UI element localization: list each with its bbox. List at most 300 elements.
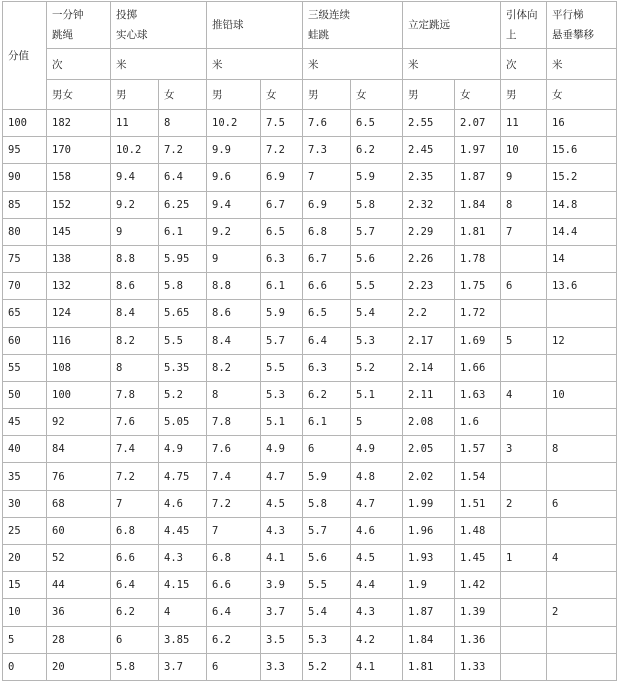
table-cell: 7.8 — [111, 381, 159, 408]
table-cell: 4.2 — [351, 626, 403, 653]
table-cell: 6.6 — [303, 273, 351, 300]
table-cell: 36 — [47, 599, 111, 626]
table-cell: 2 — [547, 599, 617, 626]
table-cell: 6.2 — [207, 626, 261, 653]
table-cell: 5.4 — [303, 599, 351, 626]
table-cell: 5.9 — [351, 164, 403, 191]
table-cell: 4.5 — [351, 545, 403, 572]
table-row — [3, 110, 617, 137]
table-cell: 7 — [303, 164, 351, 191]
table-cell: 152 — [47, 191, 111, 218]
table-row — [3, 354, 617, 381]
table-cell: 4.3 — [261, 517, 303, 544]
table-body — [3, 110, 617, 681]
table-cell: 9.4 — [111, 164, 159, 191]
table-cell: 3.9 — [261, 572, 303, 599]
table-cell: 2.2 — [403, 300, 455, 327]
table-cell: 7.8 — [207, 409, 261, 436]
table-cell: 6.6 — [111, 545, 159, 572]
table-cell: 1.93 — [403, 545, 455, 572]
score-cell: 40 — [3, 436, 47, 463]
score-cell: 65 — [3, 300, 47, 327]
table-cell: 4 — [159, 599, 207, 626]
table-cell: 7.2 — [207, 490, 261, 517]
table-cell: 5.1 — [351, 381, 403, 408]
table-cell: 1.72 — [455, 300, 501, 327]
table-cell: 5.2 — [159, 381, 207, 408]
table-cell: 4.6 — [351, 517, 403, 544]
table-cell: 2.07 — [455, 110, 501, 137]
table-row — [3, 164, 617, 191]
table-cell: 3.7 — [261, 599, 303, 626]
table-cell: 7 — [501, 218, 547, 245]
table-cell: 4.45 — [159, 517, 207, 544]
table-cell — [501, 517, 547, 544]
table-cell: 5.8 — [351, 191, 403, 218]
table-cell: 1.96 — [403, 517, 455, 544]
table-cell: 7.2 — [159, 137, 207, 164]
table-cell: 8.8 — [111, 245, 159, 272]
table-cell: 6.8 — [303, 218, 351, 245]
table-cell: 7 — [207, 517, 261, 544]
table-cell: 5.65 — [159, 300, 207, 327]
score-cell: 85 — [3, 191, 47, 218]
table-cell: 4.15 — [159, 572, 207, 599]
table-cell: 4.9 — [351, 436, 403, 463]
table-cell: 6.9 — [261, 164, 303, 191]
table-cell: 6 — [303, 436, 351, 463]
table-cell: 170 — [47, 137, 111, 164]
table-cell: 8 — [159, 110, 207, 137]
table-cell: 20 — [47, 653, 111, 680]
score-cell: 70 — [3, 273, 47, 300]
table-cell: 8.6 — [111, 273, 159, 300]
table-cell: 5.7 — [261, 327, 303, 354]
score-cell: 0 — [3, 653, 47, 680]
table-row — [3, 572, 617, 599]
table-cell — [501, 354, 547, 381]
table-cell: 6.4 — [207, 599, 261, 626]
table-cell: 8.4 — [207, 327, 261, 354]
gender-cell: 男 — [111, 80, 159, 110]
table-cell: 2.17 — [403, 327, 455, 354]
gender-cell: 男女 — [47, 80, 111, 110]
table-cell: 5.05 — [159, 409, 207, 436]
table-cell: 1.69 — [455, 327, 501, 354]
table-cell: 5.4 — [351, 300, 403, 327]
table-cell: 5.1 — [261, 409, 303, 436]
table-cell: 3.85 — [159, 626, 207, 653]
table-cell: 1.81 — [455, 218, 501, 245]
table-cell: 6.1 — [303, 409, 351, 436]
table-cell: 13.6 — [547, 273, 617, 300]
table-cell: 1.84 — [403, 626, 455, 653]
table-cell: 9.4 — [207, 191, 261, 218]
table-cell: 10.2 — [111, 137, 159, 164]
table-cell: 7.6 — [207, 436, 261, 463]
score-cell: 60 — [3, 327, 47, 354]
table-cell: 4 — [547, 545, 617, 572]
table-cell: 7 — [111, 490, 159, 517]
table-cell: 1.97 — [455, 137, 501, 164]
table-cell: 9 — [207, 245, 261, 272]
unit-cell: 米 — [547, 49, 617, 80]
gender-cell: 女 — [351, 80, 403, 110]
table-cell: 5.9 — [303, 463, 351, 490]
table-row — [3, 409, 617, 436]
table-cell: 3.7 — [159, 653, 207, 680]
table-cell: 5.6 — [351, 245, 403, 272]
table-cell: 8 — [207, 381, 261, 408]
unit-cell: 米 — [303, 49, 403, 80]
table-cell: 116 — [47, 327, 111, 354]
table-row — [3, 300, 617, 327]
table-cell: 1.33 — [455, 653, 501, 680]
table-cell: 2.05 — [403, 436, 455, 463]
table-cell: 6.2 — [351, 137, 403, 164]
table-cell: 5.5 — [159, 327, 207, 354]
table-cell: 4.1 — [351, 653, 403, 680]
table-cell: 8.8 — [207, 273, 261, 300]
table-cell — [547, 354, 617, 381]
table-cell: 1.78 — [455, 245, 501, 272]
table-cell: 9.9 — [207, 137, 261, 164]
table-cell: 6 — [111, 626, 159, 653]
table-cell: 6.2 — [111, 599, 159, 626]
event-header-standing-long-jump: 立定跳远 — [403, 2, 501, 49]
score-header: 分值 — [3, 2, 47, 110]
table-cell: 7.3 — [303, 137, 351, 164]
table-cell: 2 — [501, 490, 547, 517]
table-cell: 4.8 — [351, 463, 403, 490]
gender-cell: 男 — [403, 80, 455, 110]
table-cell — [501, 300, 547, 327]
table-cell: 5.5 — [303, 572, 351, 599]
table-cell: 3.3 — [261, 653, 303, 680]
table-cell: 8.2 — [111, 327, 159, 354]
event-header-pull-up: 引体向上 — [501, 2, 547, 49]
table-cell — [547, 409, 617, 436]
table-cell — [547, 626, 617, 653]
table-row — [3, 626, 617, 653]
table-cell: 3 — [501, 436, 547, 463]
table-cell: 6.1 — [261, 273, 303, 300]
table-cell: 6.5 — [261, 218, 303, 245]
table-cell: 108 — [47, 354, 111, 381]
table-row — [3, 545, 617, 572]
table-cell: 60 — [47, 517, 111, 544]
table-cell: 8 — [547, 436, 617, 463]
table-cell: 28 — [47, 626, 111, 653]
table-cell: 1.6 — [455, 409, 501, 436]
table-cell: 15.6 — [547, 137, 617, 164]
header-row-units — [3, 49, 617, 80]
table-cell: 6.4 — [303, 327, 351, 354]
table-cell: 132 — [47, 273, 111, 300]
table-cell: 4.4 — [351, 572, 403, 599]
table-row — [3, 137, 617, 164]
table-cell: 8.6 — [207, 300, 261, 327]
table-cell — [501, 626, 547, 653]
table-cell: 138 — [47, 245, 111, 272]
event-header-shot-put: 推铅球 — [207, 2, 303, 49]
gender-cell: 女 — [547, 80, 617, 110]
table-cell: 124 — [47, 300, 111, 327]
table-cell: 52 — [47, 545, 111, 572]
table-cell: 1.84 — [455, 191, 501, 218]
table-cell: 1.57 — [455, 436, 501, 463]
table-row — [3, 463, 617, 490]
table-cell: 158 — [47, 164, 111, 191]
table-row — [3, 327, 617, 354]
table-cell: 4.1 — [261, 545, 303, 572]
table-cell: 6.4 — [159, 164, 207, 191]
table-cell: 1.81 — [403, 653, 455, 680]
score-cell: 55 — [3, 354, 47, 381]
table-cell: 10.2 — [207, 110, 261, 137]
table-cell: 9.6 — [207, 164, 261, 191]
table-cell: 6.3 — [303, 354, 351, 381]
table-cell: 4.5 — [261, 490, 303, 517]
table-cell: 7.2 — [111, 463, 159, 490]
event-header-ladder-traverse: 平行梯 悬垂攀移 — [547, 2, 617, 49]
table-cell: 14 — [547, 245, 617, 272]
table-cell: 5.9 — [261, 300, 303, 327]
table-cell: 6.6 — [207, 572, 261, 599]
table-cell: 7.4 — [111, 436, 159, 463]
table-cell: 2.35 — [403, 164, 455, 191]
table-cell: 9 — [111, 218, 159, 245]
table-cell: 1.39 — [455, 599, 501, 626]
table-cell: 7.4 — [207, 463, 261, 490]
table-cell: 1.87 — [403, 599, 455, 626]
table-cell: 1.9 — [403, 572, 455, 599]
table-cell: 5.2 — [351, 354, 403, 381]
table-row — [3, 436, 617, 463]
table-cell: 6.8 — [111, 517, 159, 544]
table-cell: 7.2 — [261, 137, 303, 164]
table-cell: 6 — [547, 490, 617, 517]
table-cell: 4.9 — [261, 436, 303, 463]
gender-cell: 男 — [207, 80, 261, 110]
header-row-events — [3, 2, 617, 49]
table-row — [3, 490, 617, 517]
table-cell: 4.3 — [351, 599, 403, 626]
table-cell: 5.2 — [303, 653, 351, 680]
table-cell: 4.3 — [159, 545, 207, 572]
table-cell: 1.63 — [455, 381, 501, 408]
table-cell: 1.48 — [455, 517, 501, 544]
table-cell — [501, 245, 547, 272]
table-cell — [547, 517, 617, 544]
table-cell: 1.99 — [403, 490, 455, 517]
table-cell: 5.5 — [351, 273, 403, 300]
table-cell: 8.2 — [207, 354, 261, 381]
gender-cell: 男 — [501, 80, 547, 110]
table-cell: 2.45 — [403, 137, 455, 164]
table-cell — [547, 653, 617, 680]
table-cell: 7.6 — [111, 409, 159, 436]
table-cell: 12 — [547, 327, 617, 354]
table-cell: 8 — [501, 191, 547, 218]
table-cell: 5.7 — [351, 218, 403, 245]
table-cell: 1.51 — [455, 490, 501, 517]
table-cell: 6.4 — [111, 572, 159, 599]
table-cell: 5 — [501, 327, 547, 354]
unit-cell: 米 — [111, 49, 207, 80]
table-cell — [501, 409, 547, 436]
table-cell: 2.11 — [403, 381, 455, 408]
table-cell: 5.8 — [111, 653, 159, 680]
score-cell: 5 — [3, 626, 47, 653]
fitness-score-table — [2, 1, 617, 681]
table-cell: 7.5 — [261, 110, 303, 137]
table-cell: 5.5 — [261, 354, 303, 381]
table-cell: 2.23 — [403, 273, 455, 300]
unit-cell: 次 — [501, 49, 547, 80]
table-cell: 6 — [501, 273, 547, 300]
table-cell: 1.54 — [455, 463, 501, 490]
table-cell: 9 — [501, 164, 547, 191]
gender-cell: 女 — [159, 80, 207, 110]
table-cell: 44 — [47, 572, 111, 599]
table-cell: 2.32 — [403, 191, 455, 218]
table-cell: 14.8 — [547, 191, 617, 218]
table-cell: 1.45 — [455, 545, 501, 572]
table-cell: 3.5 — [261, 626, 303, 653]
table-cell: 5.8 — [303, 490, 351, 517]
table-cell — [501, 599, 547, 626]
table-cell — [501, 653, 547, 680]
table-cell: 1.66 — [455, 354, 501, 381]
score-cell: 95 — [3, 137, 47, 164]
table-cell: 14.4 — [547, 218, 617, 245]
unit-cell: 米 — [403, 49, 501, 80]
table-cell: 2.08 — [403, 409, 455, 436]
table-cell: 68 — [47, 490, 111, 517]
gender-cell: 女 — [261, 80, 303, 110]
event-header-triple-frog-jump: 三级连续 蛙跳 — [303, 2, 403, 49]
score-cell: 90 — [3, 164, 47, 191]
table-cell: 5.8 — [159, 273, 207, 300]
table-cell: 8.4 — [111, 300, 159, 327]
table-cell: 4 — [501, 381, 547, 408]
table-cell: 1.42 — [455, 572, 501, 599]
table-cell: 5.3 — [303, 626, 351, 653]
table-cell — [501, 572, 547, 599]
table-cell: 4.7 — [351, 490, 403, 517]
table-cell: 6.8 — [207, 545, 261, 572]
table-cell: 2.29 — [403, 218, 455, 245]
score-cell: 100 — [3, 110, 47, 137]
table-cell: 8 — [111, 354, 159, 381]
table-cell: 1.36 — [455, 626, 501, 653]
score-cell: 20 — [3, 545, 47, 572]
table-cell — [547, 463, 617, 490]
table-cell: 6.25 — [159, 191, 207, 218]
table-cell: 76 — [47, 463, 111, 490]
table-row — [3, 517, 617, 544]
table-cell — [501, 463, 547, 490]
unit-cell: 次 — [47, 49, 111, 80]
table-cell: 9.2 — [111, 191, 159, 218]
score-cell: 80 — [3, 218, 47, 245]
table-row — [3, 653, 617, 680]
table-cell: 2.55 — [403, 110, 455, 137]
score-cell: 10 — [3, 599, 47, 626]
table-cell: 145 — [47, 218, 111, 245]
table-row — [3, 381, 617, 408]
event-header-rope-skipping: 一分钟 跳绳 — [47, 2, 111, 49]
table-cell: 2.14 — [403, 354, 455, 381]
table-cell: 84 — [47, 436, 111, 463]
score-cell: 30 — [3, 490, 47, 517]
table-cell: 15.2 — [547, 164, 617, 191]
table-cell: 6.7 — [261, 191, 303, 218]
score-cell: 25 — [3, 517, 47, 544]
gender-cell: 女 — [455, 80, 501, 110]
table-cell: 1.75 — [455, 273, 501, 300]
table-cell: 10 — [501, 137, 547, 164]
table-cell: 6 — [207, 653, 261, 680]
table-cell: 6.5 — [351, 110, 403, 137]
table-cell: 6.9 — [303, 191, 351, 218]
table-cell: 182 — [47, 110, 111, 137]
table-cell: 4.9 — [159, 436, 207, 463]
score-cell: 35 — [3, 463, 47, 490]
score-cell: 45 — [3, 409, 47, 436]
table-row — [3, 218, 617, 245]
table-cell: 5.3 — [261, 381, 303, 408]
table-cell: 11 — [111, 110, 159, 137]
table-row — [3, 599, 617, 626]
table-cell: 10 — [547, 381, 617, 408]
table-cell: 16 — [547, 110, 617, 137]
gender-cell: 男 — [303, 80, 351, 110]
table-cell: 6.5 — [303, 300, 351, 327]
table-cell: 5.35 — [159, 354, 207, 381]
table-cell: 100 — [47, 381, 111, 408]
table-cell: 5 — [351, 409, 403, 436]
table-cell: 6.2 — [303, 381, 351, 408]
score-cell: 50 — [3, 381, 47, 408]
table-cell: 4.6 — [159, 490, 207, 517]
table-cell: 9.2 — [207, 218, 261, 245]
score-cell: 15 — [3, 572, 47, 599]
table-cell: 6.3 — [261, 245, 303, 272]
table-cell: 5.3 — [351, 327, 403, 354]
table-cell: 6.1 — [159, 218, 207, 245]
table-cell: 5.6 — [303, 545, 351, 572]
table-row — [3, 191, 617, 218]
table-row — [3, 245, 617, 272]
table-cell: 92 — [47, 409, 111, 436]
table-cell: 7.6 — [303, 110, 351, 137]
table-cell — [547, 300, 617, 327]
table-cell — [547, 572, 617, 599]
table-cell: 6.7 — [303, 245, 351, 272]
table-cell: 4.7 — [261, 463, 303, 490]
table-cell: 5.95 — [159, 245, 207, 272]
table-cell: 4.75 — [159, 463, 207, 490]
table-cell: 1.87 — [455, 164, 501, 191]
score-cell: 75 — [3, 245, 47, 272]
table-cell: 11 — [501, 110, 547, 137]
header-row-gender — [3, 80, 617, 110]
event-header-medicine-ball: 投掷 实心球 — [111, 2, 207, 49]
table-row — [3, 273, 617, 300]
table-cell: 2.26 — [403, 245, 455, 272]
